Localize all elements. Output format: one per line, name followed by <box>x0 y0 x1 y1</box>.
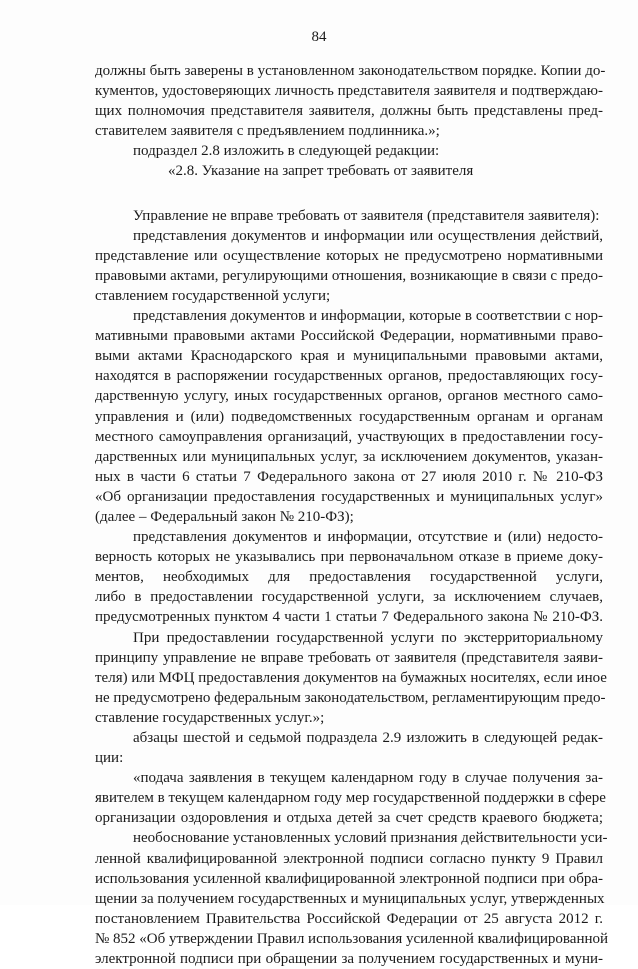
text-line: выми актами Краснодарского края и муниципальными правовыми актами, <box>95 348 603 365</box>
text-line: представления документов и информации или осуществления действий, <box>133 227 603 244</box>
page-number: 84 <box>311 29 327 45</box>
text-line: щих полномочия представителя заявителя, должны быть представлены пред- <box>95 103 603 120</box>
paragraph-gap <box>95 182 603 206</box>
text-line: управления и (или) подведомственных государственным органам и органам <box>95 408 603 425</box>
text-line: щении за получением государственных и муниципальных услуг, утвержденных <box>95 890 605 907</box>
text-line: постановлением Правительства Российской Федерации от 25 августа 2012 г. <box>95 910 603 927</box>
text-line: представления документов и информации, отсутствие и (или) недосто- <box>133 529 603 546</box>
text-line: местного самоуправления организаций, участвующих в предоставлении госу- <box>95 428 603 445</box>
text-line: электронной подписи при обращении за получением государственных и муни- <box>95 951 603 968</box>
document-body <box>95 61 609 969</box>
text-line: подраздел 2.8 изложить в следующей редакции: <box>133 143 440 160</box>
text-line: ментов, необходимых для предоставления государственной услуги, <box>95 569 603 586</box>
text-line: представления документов и информации, которые в соответствии с нор- <box>133 308 603 325</box>
text-line: абзацы шестой и седьмой подраздела 2.9 изложить в следующей редак- <box>133 730 603 746</box>
text-line: «Об организации предоставления государственных и муниципальных услуг» <box>95 488 603 505</box>
text-line: предусмотренных пунктом 4 части 1 статьи 7 Федерального закона № 210-ФЗ. <box>95 609 603 626</box>
text-line: ции: <box>95 750 124 767</box>
text-line: дарственную услугу, иных государственных органов, органов местного само- <box>95 388 603 405</box>
text-line: находятся в распоряжении государственных органов, предоставляющих госу- <box>95 368 603 385</box>
text-line: «подача заявления в текущем календарном году в случае получения за- <box>133 770 603 787</box>
text-line: ленной квалифицированной электронной подписи согласно пункту 9 Правил <box>95 850 603 867</box>
text-line: теля) или МФЦ предоставления документов на бумажных носителях, если иное <box>95 669 607 686</box>
text-line: либо в предоставлении государственной услуги, за исключением случаев, <box>95 589 603 606</box>
text-line: «2.8. Указание на запрет требовать от заявителя <box>168 163 474 180</box>
text-line: организации оздоровления и отдыха детей за счет средств краевого бюджета; <box>95 810 603 827</box>
text-line: не предусмотрено федеральным законодательством, регламентирующим предо- <box>95 689 606 706</box>
text-line: ных в части 6 статьи 7 Федерального закона от 27 июля 2010 г. № 210-ФЗ <box>95 468 603 485</box>
text-line: При предоставлении государственной услуги по экстерриториальному <box>133 629 603 646</box>
text-line: явителем в текущем календарном году мер государственной поддержки в сфере <box>95 790 606 807</box>
text-line: мативными правовыми актами Российской Федерации, нормативными право- <box>95 328 603 345</box>
text-line: кументов, удостоверяющих личность представителя заявителя и подтверждаю- <box>95 83 603 100</box>
text-line: № 852 «Об утверждении Правил использования усиленной квалифицированной <box>95 930 609 947</box>
text-line: ставлением государственной услуги; <box>95 287 331 304</box>
text-line: (далее – Федеральный закон № 210-ФЗ); <box>95 508 354 525</box>
text-line: верность которых не указывались при первоначальном отказе в приеме доку- <box>95 549 603 566</box>
text-line: ставителем заявителя с предъявлением подлинника.»; <box>95 123 440 140</box>
text-line: ставление государственных услуг.»; <box>95 709 325 726</box>
text-line: использования усиленной квалифицированной электронной подписи при обра- <box>95 870 603 887</box>
text-line: представление или осуществление которых не предусмотрено нормативными <box>95 247 603 264</box>
text-line: дарственных или муниципальных услуг, за исключением документов, указан- <box>95 448 603 465</box>
text-line: Управление не вправе требовать от заявителя (представителя заявителя): <box>133 207 600 224</box>
text-line: необоснование установленных условий признания действительности уси- <box>133 830 608 847</box>
text-line: правовыми актами, регулирующими отношения, возникающие в связи с предо- <box>95 267 603 284</box>
text-line: принципу управление не вправе требовать от заявителя (представителя заяви- <box>95 649 603 666</box>
text-line: должны быть заверены в установленном законодательством порядке. Копии до- <box>95 63 606 79</box>
